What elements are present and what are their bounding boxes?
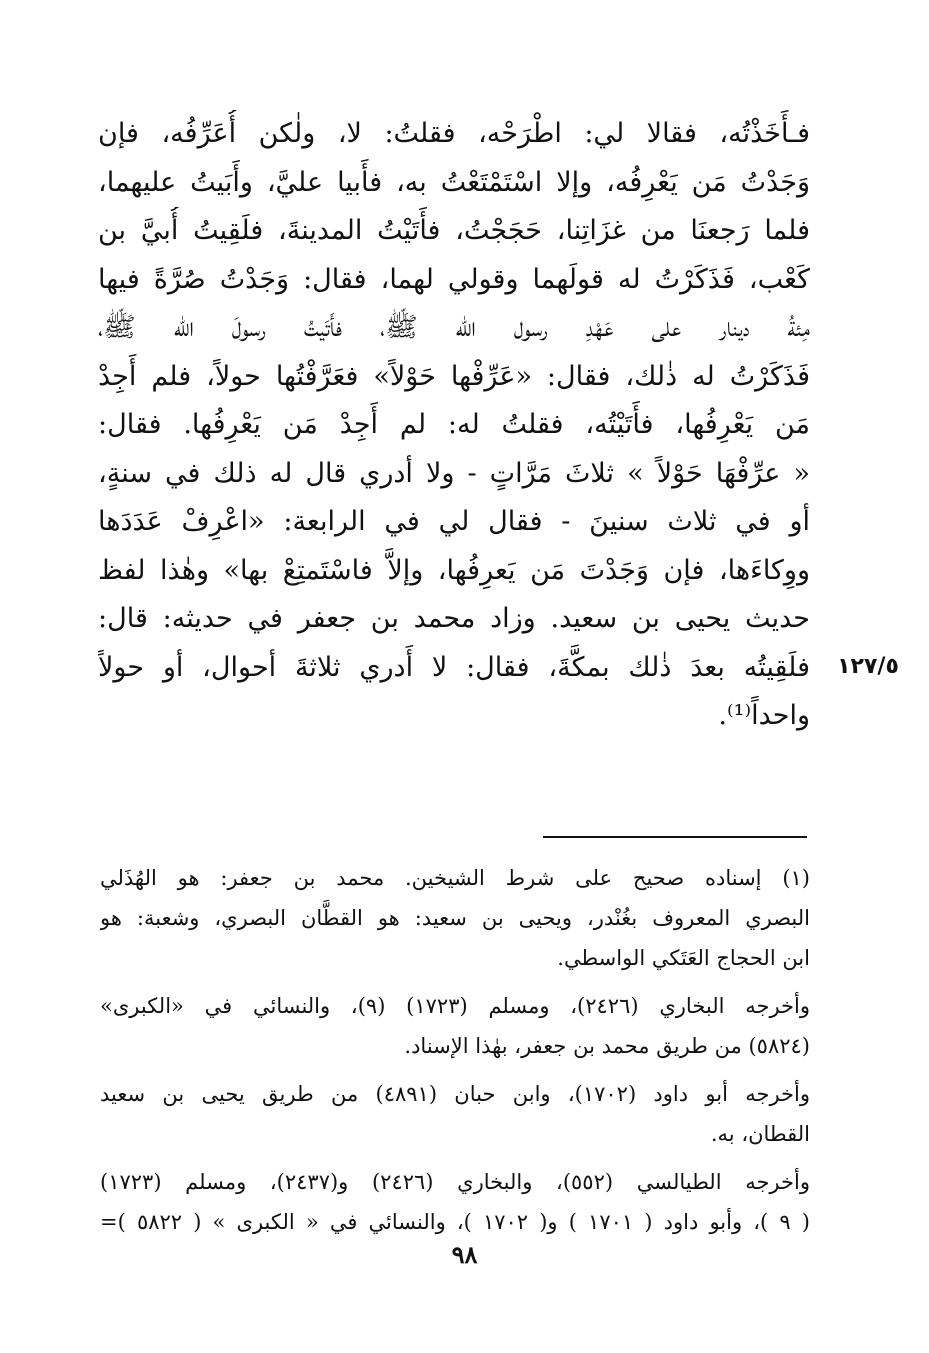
footnotes <box>100 858 810 1250</box>
footnote-line: وأخرجه البخاري (٢٤٢٦)، ومسلم (١٧٢٣) (٩)، والنسائي في «الكبرى» <box>100 994 810 1018</box>
footnote-line: (١) إسناده صحيح على شرط الشيخين. محمد بن جعفر: هو الهُذَلي <box>100 866 810 890</box>
text-line: أو في ثلاث سنينَ - فقال لي في الرابعة: «اعْرِفْ عَدَدَها <box>98 506 810 537</box>
footnote-paragraph <box>100 858 810 978</box>
footnote-line: ابن الحجاج العَتَكي الواسطي. <box>557 946 810 970</box>
footnote-paragraph <box>100 1162 810 1242</box>
text-line: « عرِّفْهَا حَوْلاً » ثلاثَ مَرَّاتٍ - ولا أدري قال له ذلك في سنةٍ، <box>98 457 810 489</box>
text-line: فَذَكَرْتُ له ذٰلك، فقال: «عَرِّفْها حَوْلاً» فعَرَّفْتُها حولاً، فلم أَجِدْ <box>98 360 810 392</box>
margin-reference: ١٢٧/٥ <box>837 654 899 679</box>
text-line: مَن يَعْرِفُها، فأَتَيْتُه، فقلتُ له: لم أَجِدْ مَن يَعْرِفُها. فقال: <box>98 409 810 440</box>
text-line: فـأَخَذْتُه، فقالا لي: اطْرَحْه، فقلتُ: لا، ولٰكن أُعَرِّفُه، فإن <box>98 118 810 149</box>
text-line: واحداً⁽¹⁾. <box>718 700 810 731</box>
page-number: ٩٨ <box>451 1240 478 1269</box>
footnote-line: وأخرجه الطيالسي (٥٥٢)، والبخاري (٢٤٢٦) و(٢٤٣٧)، ومسلم (١٧٢٣) <box>100 1170 810 1194</box>
text-line: حديث يحيى بن سعيد. وزاد محمد بن جعفر في حديثه: قال: <box>98 603 810 634</box>
footnote-line: البصري المعروف بغُنْدر، ويحيى بن سعيد: هو القطَّان البصري، وشعبة: هو <box>100 906 810 930</box>
text-line: مِئةُ دينار على عَهْدِ رسول الله ﷺ، فأَتَيتُ رسولَ الله ﷺ، <box>98 312 810 343</box>
text-line: كَعْب، فَذَكَرْتُ له قولَهما وقولي لهما، فقال: وَجَدْتُ صُرَّةً فيها <box>98 263 810 295</box>
footnote-line: القطان، به. <box>710 1122 810 1146</box>
text-line: وَجَدْتُ مَن يَعْرِفُه، وإلا اسْتَمْتَعْتُ به، فأَبيا عليَّ، وأَبَيتُ عليهما، <box>98 166 810 198</box>
footnote-paragraph <box>100 1074 810 1154</box>
footnote-line: (٥٨٢٤) من طريق محمد بن جعفر، بهٰذا الإسناد. <box>404 1034 810 1058</box>
text-line: ووِكاءَها، فإن وَجَدْتَ مَن يَعرِفُها، وإلاَّ فاسْتَمتِعْ بها» وهٰذا لفظ <box>98 554 810 586</box>
footnote-line: ( ٩ )، وأبو داود ( ١٧٠١ ) و( ١٧٠٢ )، والنسائي في « الكبرى » ( ٥٨٢٢ )= <box>100 1210 810 1234</box>
text-line: فلَقِيتُه بعدَ ذٰلك بمكَّةَ، فقال: لا أَدري ثلاثةَ أحوال، أو حولاً <box>98 651 810 683</box>
footnote-divider <box>543 836 807 838</box>
hadith-text <box>98 110 810 741</box>
footnote-line: وأخرجه أبو داود (١٧٠٢)، وابن حبان (٤٨٩١) من طريق يحيى بن سعيد <box>100 1082 810 1106</box>
footnote-paragraph <box>100 986 810 1066</box>
text-line: فلما رَجعنَا من غزَاتِنا، حَجَجْتُ، فأَتَيْتُ المدينةَ، فلَقِيتُ أُبيَّ بن <box>98 215 810 246</box>
